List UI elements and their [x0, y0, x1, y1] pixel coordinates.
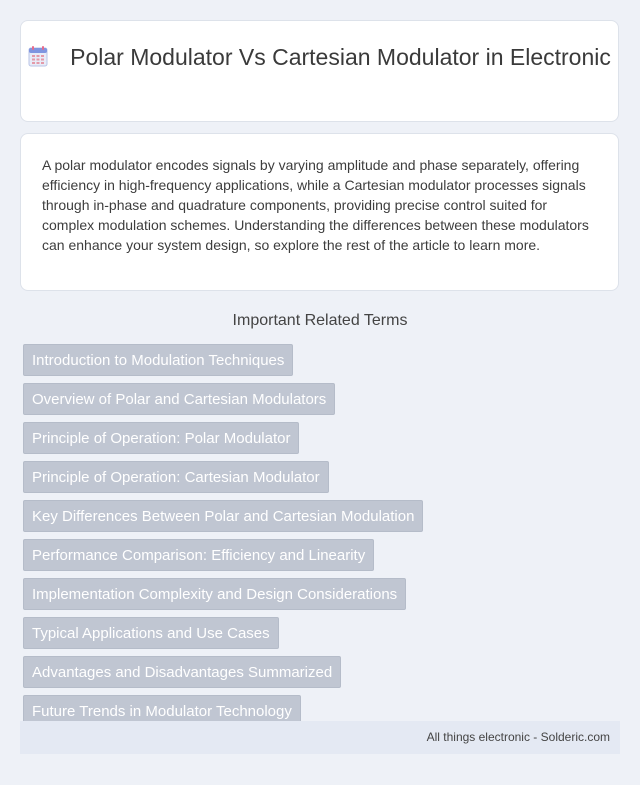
related-term-link[interactable]: Principle of Operation: Polar Modulator: [23, 422, 299, 454]
related-term-link[interactable]: Overview of Polar and Cartesian Modulators: [23, 383, 335, 415]
calendar-icon: [28, 45, 48, 66]
related-term-link[interactable]: Implementation Complexity and Design Considerations: [23, 578, 406, 610]
related-term-link[interactable]: Principle of Operation: Cartesian Modulator: [23, 461, 329, 493]
footer: [20, 721, 620, 754]
related-term-link[interactable]: Future Trends in Modulator Technology: [23, 695, 301, 727]
related-term-link[interactable]: Advantages and Disadvantages Summarized: [23, 656, 341, 688]
footer-credit: All things electronic - Solderic.com: [426, 730, 610, 744]
related-terms-heading: Important Related Terms: [232, 312, 408, 329]
related-term-link[interactable]: Introduction to Modulation Techniques: [23, 344, 293, 376]
intro-paragraph: A polar modulator encodes signals by varying amplitude and phase separately, offering efficiency in high-frequency applications, while a Cartesian modulator processes signals through in-phase and quadrature components, providing precise control suited for complex modulation schemes. Understanding the differences between these modulators can enhance your system design, so explore the rest of the article to learn more.: [42, 157, 589, 253]
related-term-link[interactable]: Key Differences Between Polar and Cartesian Modulation: [23, 500, 423, 532]
title-card: [20, 20, 619, 122]
page-title: Polar Modulator Vs Cartesian Modulator in Electronic: [70, 44, 611, 70]
page-title-row: [21, 43, 618, 72]
related-term-link[interactable]: Performance Comparison: Efficiency and Linearity: [23, 539, 374, 571]
related-terms-list: [23, 344, 423, 734]
related-term-link[interactable]: Typical Applications and Use Cases: [23, 617, 279, 649]
intro-card: [20, 133, 619, 291]
